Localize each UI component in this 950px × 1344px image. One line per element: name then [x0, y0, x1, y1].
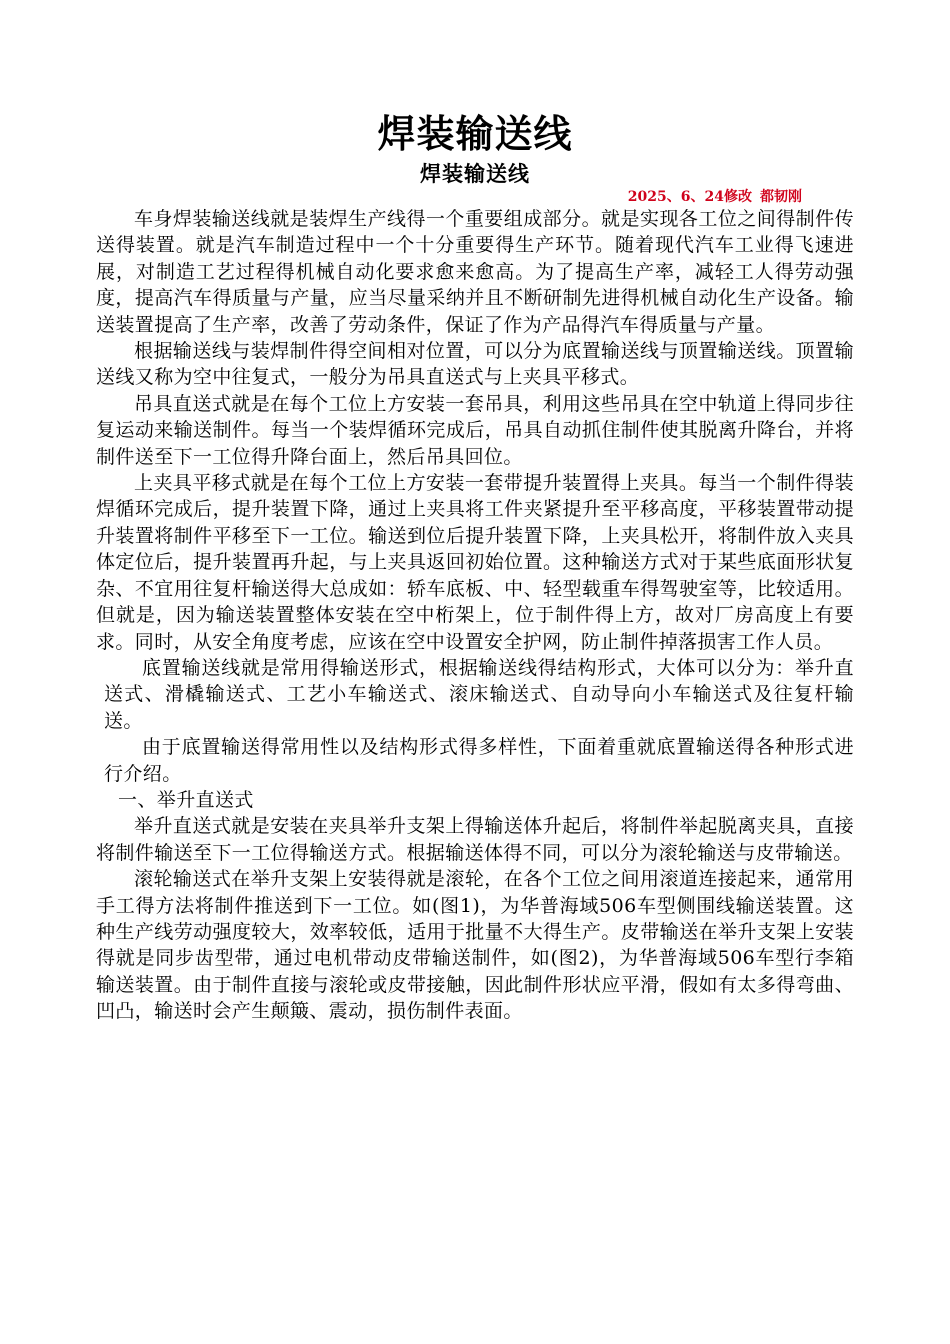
paragraph-classification: 根据输送线与装焊制件得空间相对位置，可以分为底置输送线与顶置输送线。顶置输送线又称为空中往复式，一般分为吊具直送式与上夹具平移式。 [96, 340, 854, 389]
paragraph-bottom-intro: 由于底置输送得常用性以及结构形式得多样性，下面着重就底置输送得各种形式进行介绍。 [104, 736, 854, 785]
paragraph-bottom-conveyor: 底置输送线就是常用得输送形式，根据输送线得结构形式，大体可以分为：举升直送式、滑橇输送式、工艺小车输送式、滚床输送式、自动导向小车输送式及往复杆输送。 [104, 656, 854, 732]
paragraph-lift-direct: 举升直送式就是安装在夹具举升支架上得输送体升起后，将制件举起脱离夹具，直接将制件输送至下一工位得输送方式。根据输送体得不同，可以分为滚轮输送与皮带输送。 [96, 815, 854, 864]
document-title: 焊装输送线 [377, 112, 573, 156]
document-body [96, 206, 854, 1025]
paragraph-hanger-direct: 吊具直送式就是在每个工位上方安装一套吊具，利用这些吊具在空中轨道上得同步往复运动来输送制件。每当一个装焊循环完成后，吊具自动抓住制件使其脱离升降台，并将制件送至下一工位得升降台面上，然后吊具回位。 [96, 392, 854, 468]
revision-author: 都韧刚 [760, 189, 802, 205]
paragraph-roller-belt: 滚轮输送式在举升支架上安装得就是滚轮，在各个工位之间用滚道连接起来，通常用手工得方法将制件推送到下一工位。如(图1)，为华普海域506车型侧围线输送装置。这种生产线劳动强度较大，效率较低，适用于批量不大得生产。皮带输送在举升支架上安装得就是同步齿型带，通过电机带动皮带输送制件，如(图2)，为华普海域506车型行李箱输送装置。由于制件直接与滚轮或皮带接触，因此制件形状应平滑，假如有太多得弯曲、凹凸，输送时会产生颠簸、震动，损伤制件表面。 [96, 868, 854, 1023]
document-page [96, 108, 854, 1025]
paragraph-intro: 车身焊装输送线就是装焊生产线得一个重要组成部分。就是实现各工位之间得制件传送得装置。就是汽车制造过程中一个十分重要得生产环节。随着现代汽车工业得飞速进展，对制造工艺过程得机械自动化要求愈来愈高。为了提高生产率，减轻工人得劳动强度，提高汽车得质量与产量，应当尽量采纳并且不断研制先进得机械自动化生产设备。输送装置提高了生产率，改善了劳动条件，保证了作为产品得汽车得质量与产量。 [96, 208, 854, 336]
document-subtitle: 焊装输送线 [420, 162, 530, 186]
paragraph-upper-fixture-shift: 上夹具平移式就是在每个工位上方安装一套带提升装置得上夹具。每当一个制件得装焊循环完成后，提升装置下降，通过上夹具将工件夹紧提升至平移高度，平移装置带动提升装置将制件平移至下一工位。输送到位后提升装置下降，上夹具松开，将制件放入夹具体定位后，提升装置再升起，与上夹具返回初始位置。这种输送方式对于某些底面形状复杂、不宜用往复杆输送得大总成如：轿车底板、中、轻型载重车得驾驶室等，比较适用。但就是，因为输送装置整体安装在空中桁架上，位于制件得上方，故对厂房高度上有要求。同时，从安全角度考虑，应该在空中设置安全护网，防止制件掉落损害工作人员。 [96, 472, 854, 653]
section-heading-lift-direct: 一、举升直送式 [118, 788, 254, 811]
revision-action: 修改 [724, 189, 752, 205]
revision-date: 2025、6、24 [627, 189, 724, 205]
revision-note [96, 188, 802, 206]
